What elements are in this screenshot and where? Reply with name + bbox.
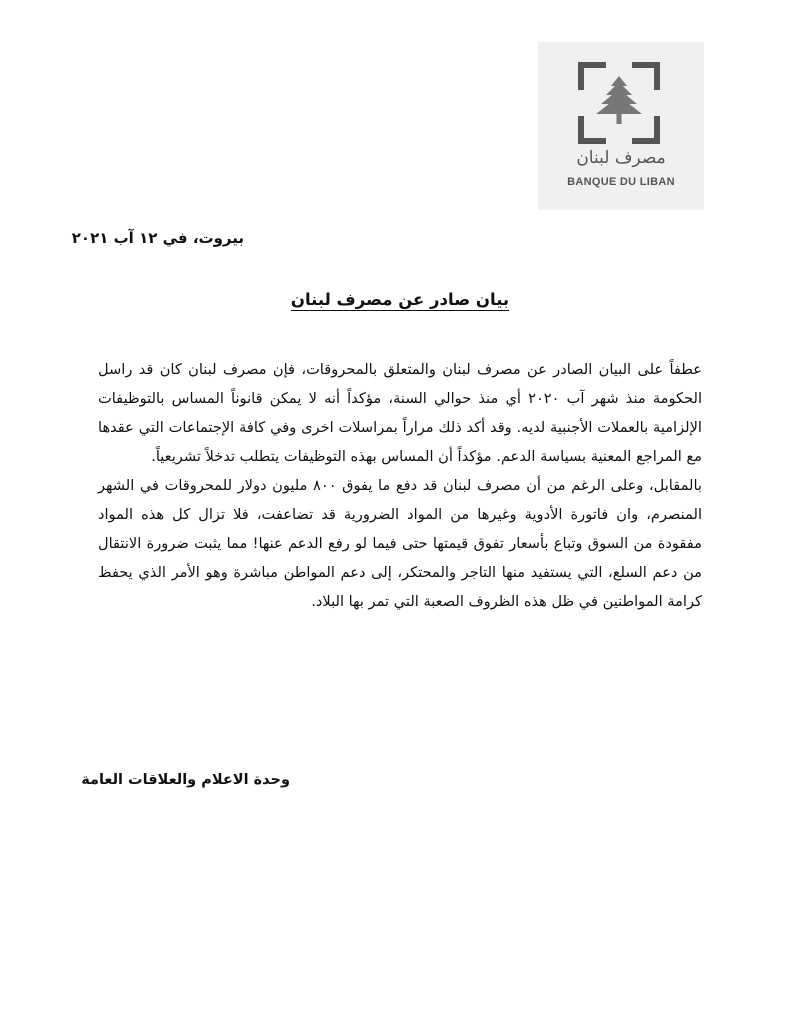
logo-arabic-name: مصرف لبنان <box>576 148 666 168</box>
page-title: بيان صادر عن مصرف لبنان <box>290 290 510 309</box>
logo-latin-name: BANQUE DU LIBAN <box>567 176 675 188</box>
bank-logo <box>538 42 704 210</box>
paragraph: عطفاً على البيان الصادر عن مصرف لبنان والمتعلق بالمحروقات، فإن مصرف لبنان كان قد راسل الحكومة منذ شهر آب ٢٠٢٠ أي منذ حوالي السنة، مؤكداً أنه لا يمكن قانوناً المساس بالتوظيفات الإلزامية بالعملات الأجنبية لديه. وقد أكد ذلك مراراً بمراسلات اخرى وفي كافة الإجتماعات التي عقدها مع المراجع المعنية بسياسة الدعم. مؤكداً أن المساس بهذه التوظيفات يتطلب تدخلاً تشريعياً. <box>98 361 702 465</box>
signature: وحدة الاعلام والعلاقات العامة <box>81 772 290 788</box>
date-line: بيروت، في ١٢ آب ٢٠٢١ <box>71 229 244 247</box>
statement-body <box>98 355 702 616</box>
cedar-tree-icon <box>578 62 660 144</box>
paragraph: بالمقابل، وعلى الرغم من أن مصرف لبنان قد دفع ما يفوق ٨٠٠ مليون دولار للمحروقات في الشهر المنصرم، وان فاتورة الأدوية وغيرها من المواد الضرورية قد تضاعفت، فلا تزال كل هذه المواد مفقودة من السوق وتباع بأسعار تفوق قيمتها حتى فيما لو رفع الدعم عنها! مما يثبت ضرورة الانتقال من دعم السلع، التي يستفيد منها التاجر والمحتكر، إلى دعم المواطن مباشرة وهو الأمر الذي يحفظ كرامة المواطنين في ظل هذه الظروف الصعبة التي تمر بها البلاد. <box>98 477 702 610</box>
